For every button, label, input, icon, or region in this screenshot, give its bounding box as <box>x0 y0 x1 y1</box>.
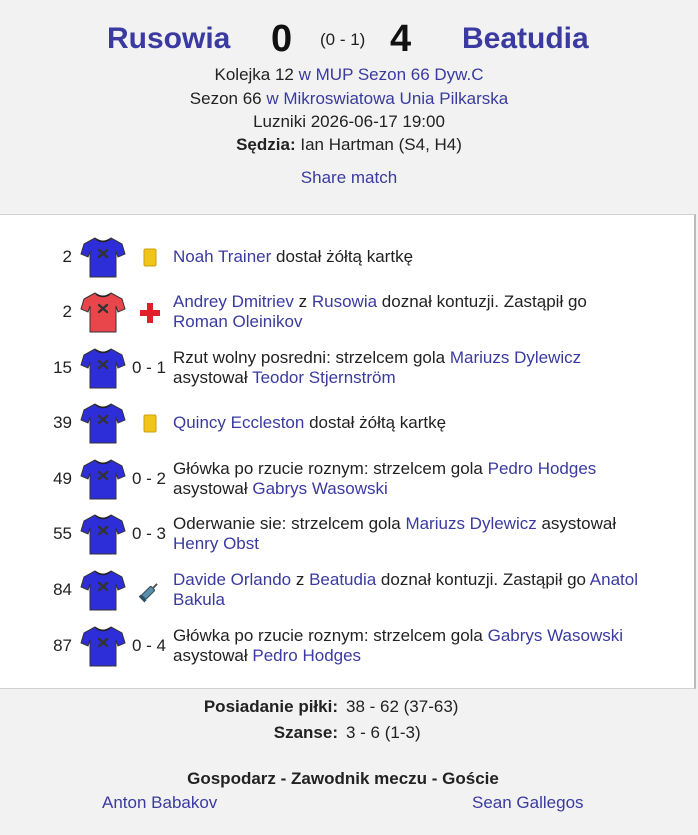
event-text: Oderwanie sie: strzelcem gola <box>173 514 406 533</box>
event-description <box>173 292 643 332</box>
player-link[interactable]: Quincy Eccleston <box>173 413 305 432</box>
round-text: Kolejka 12 <box>214 65 299 84</box>
event-description <box>173 570 643 610</box>
player-link[interactable]: Teodor Stjernström <box>252 368 396 387</box>
player-link[interactable]: Gabrys Wasowski <box>252 479 388 498</box>
season-text: Sezon 66 <box>189 89 267 108</box>
event-text: asystował <box>173 368 253 387</box>
player-link[interactable]: Davide Orlando <box>173 570 292 589</box>
event-text: z <box>293 292 312 311</box>
player-link[interactable]: Andrey Dmitriev <box>173 292 294 311</box>
event-score: 0 - 1 <box>132 358 167 377</box>
event-minute: 49 <box>53 469 72 488</box>
event-description <box>173 247 643 267</box>
referee-line <box>0 135 698 155</box>
chances-value: 3 - 6 (1-3) <box>346 723 421 742</box>
syringe-icon <box>138 579 162 603</box>
event-description <box>173 514 643 554</box>
event-text: doznał kontuzji. Zastąpił go <box>376 570 590 589</box>
red-cross-icon <box>138 301 162 325</box>
event-text: Rzut wolny posredni: strzelcem gola <box>173 348 450 367</box>
motm-away-link[interactable]: Sean Gallegos <box>472 793 584 812</box>
event-score: 0 - 4 <box>132 636 167 655</box>
event-minute: 84 <box>53 580 72 599</box>
match-stats <box>0 689 698 835</box>
event-minute: 2 <box>62 247 72 266</box>
season-line <box>0 89 698 109</box>
yellow-card-icon <box>138 246 162 270</box>
event-minute: 2 <box>62 302 72 321</box>
event-description <box>173 459 643 499</box>
half-time-score: (0 - 1) <box>320 30 366 49</box>
event-text: asystował <box>173 646 253 665</box>
motm-home-link[interactable]: Anton Babakov <box>102 793 218 812</box>
event-minute: 39 <box>53 413 72 432</box>
referee-value: Ian Hartman (S4, H4) <box>295 135 462 154</box>
player-link[interactable]: Pedro Hodges <box>487 459 597 478</box>
event-score: 0 - 2 <box>132 469 167 488</box>
event-text: dostał żółtą kartkę <box>271 247 414 266</box>
share-line <box>0 168 698 188</box>
referee-label: Sędzia: <box>236 135 296 154</box>
away-team-link[interactable]: Beatudia <box>462 22 589 55</box>
away-shirt-icon <box>80 457 126 501</box>
player-link[interactable]: Mariuzs Dylewicz <box>449 348 582 367</box>
league-link[interactable]: w Mikroswiatowa Unia Pilkarska <box>266 89 509 108</box>
yellow-card-icon <box>138 412 162 436</box>
events-list <box>0 214 696 689</box>
home-score: 0 <box>271 18 293 60</box>
event-description <box>173 348 643 388</box>
event-description <box>173 413 643 433</box>
event-text: Główka po rzucie roznym: strzelcem gola <box>173 626 488 645</box>
event-text: asystował <box>536 514 617 533</box>
share-match-link[interactable]: Share match <box>300 168 398 187</box>
event-text: doznał kontuzji. Zastąpił go <box>377 292 587 311</box>
away-shirt-icon <box>80 568 126 612</box>
player-link[interactable]: Henry Obst <box>173 534 259 553</box>
event-description <box>173 626 643 666</box>
away-shirt-icon <box>80 512 126 556</box>
event-score: 0 - 3 <box>132 524 167 543</box>
possession-label: Posiadanie piłki: <box>203 697 338 716</box>
motm-heading: Gospodarz - Zawodnik meczu - Goście <box>187 769 499 788</box>
player-link[interactable]: Roman Oleinikov <box>173 312 303 331</box>
away-score: 4 <box>390 18 412 60</box>
division-link[interactable]: w MUP Sezon 66 Dyw.C <box>298 65 484 84</box>
event-text: asystował <box>173 479 253 498</box>
player-link[interactable]: Pedro Hodges <box>252 646 362 665</box>
away-shirt-icon <box>80 346 126 390</box>
chances-label: Szanse: <box>273 723 338 742</box>
venue-date: Luzniki 2026-06-17 19:00 <box>253 112 445 131</box>
possession-value: 38 - 62 (37-63) <box>346 697 459 716</box>
player-link[interactable]: Noah Trainer <box>173 247 272 266</box>
home-team-link[interactable]: Rusowia <box>107 22 231 55</box>
player-link[interactable]: Rusowia <box>311 292 378 311</box>
event-text: Główka po rzucie roznym: strzelcem gola <box>173 459 488 478</box>
event-minute: 55 <box>53 524 72 543</box>
away-shirt-icon <box>80 624 126 668</box>
round-line <box>0 65 698 85</box>
player-link[interactable]: Mariuzs Dylewicz <box>405 514 537 533</box>
player-link[interactable]: Beatudia <box>309 570 377 589</box>
player-link[interactable]: Gabrys Wasowski <box>487 626 624 645</box>
event-text: z <box>291 570 310 589</box>
home-shirt-icon <box>80 290 126 334</box>
away-shirt-icon <box>80 401 126 445</box>
event-minute: 15 <box>53 358 72 377</box>
away-shirt-icon <box>80 235 126 279</box>
match-header <box>0 0 698 214</box>
player-link[interactable]: Anatol Bakula <box>173 570 638 609</box>
event-minute: 87 <box>53 636 72 655</box>
event-text: dostał żółtą kartkę <box>304 413 447 432</box>
